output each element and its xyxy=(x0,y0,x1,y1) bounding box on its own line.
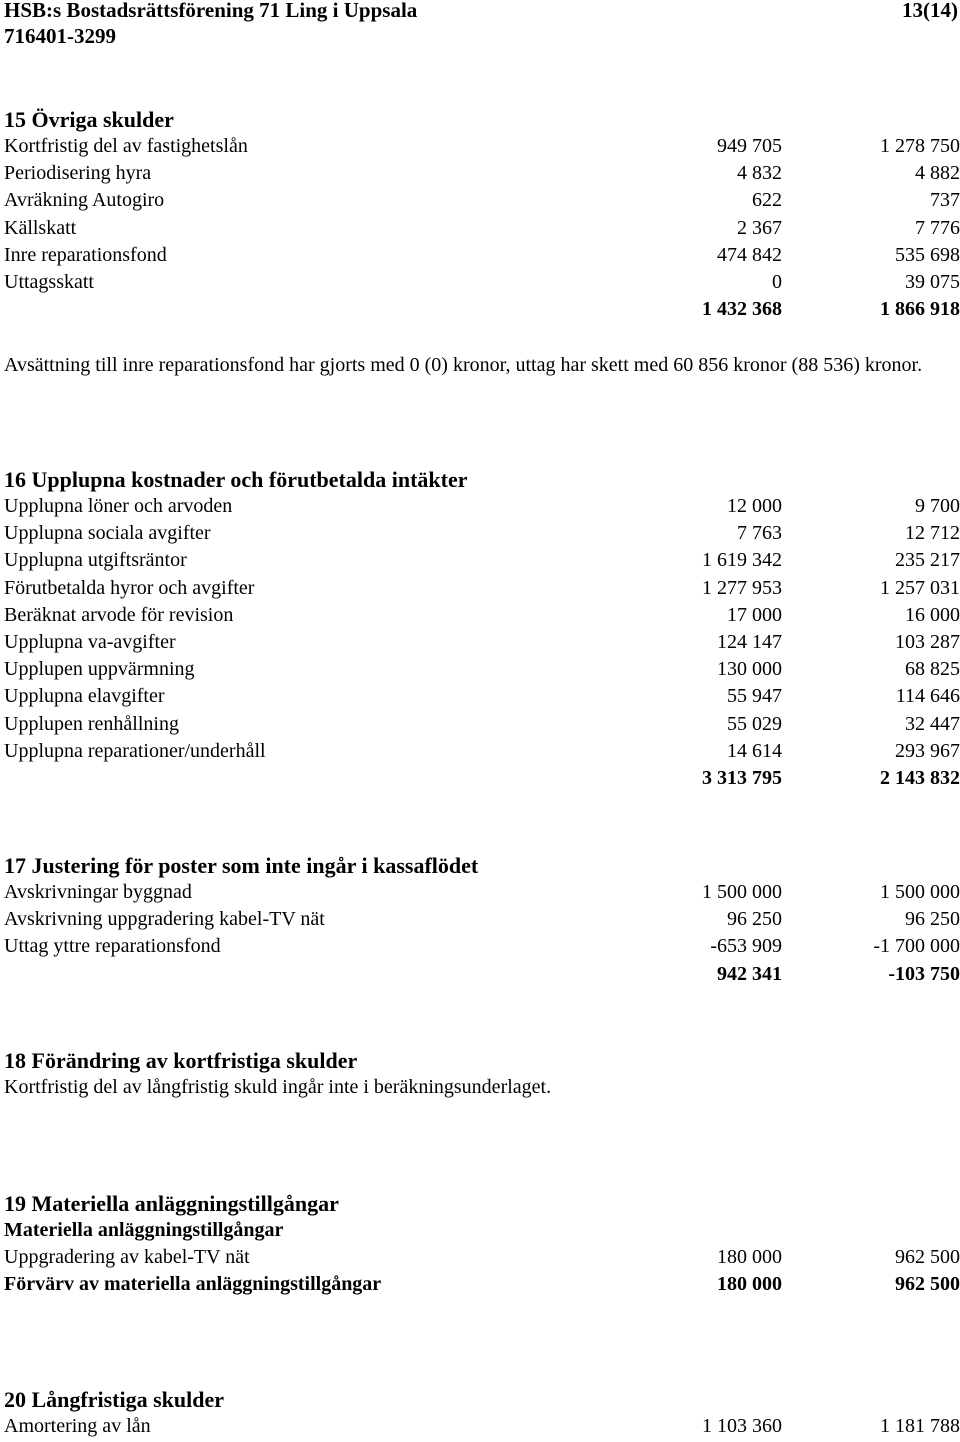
current-year-value: 124 147 xyxy=(717,630,782,653)
current-year-value: 12 000 xyxy=(727,495,782,517)
note-15-text: Avsättning till inre reparationsfond har gjorts med 0 (0) kronor, uttag har skett med 60 856 kronor (88 536) kronor. xyxy=(4,354,923,376)
table-row xyxy=(4,879,960,906)
total-row xyxy=(4,765,960,792)
previous-year-value: 32 447 xyxy=(905,712,960,735)
note-15-section xyxy=(4,106,960,323)
note-17-title: 17 Justering för poster som inte ingår i kassaflödet xyxy=(4,853,479,878)
row-label: Upplupna va-avgifter xyxy=(4,630,176,653)
current-year-value: 949 705 xyxy=(717,135,782,157)
current-year-total: 1 432 368 xyxy=(702,298,782,321)
row-label: Upplupna reparationer/underhåll xyxy=(4,739,266,762)
previous-year-value: 114 646 xyxy=(895,685,960,708)
previous-year-value: 7 776 xyxy=(915,216,960,239)
row-label: Källskatt xyxy=(4,216,77,239)
note-19-subtitle: Materiella anläggningstillgångar xyxy=(4,1219,284,1241)
table-row xyxy=(4,1244,960,1271)
previous-year-value: 235 217 xyxy=(895,549,960,572)
current-year-value: 1 277 953 xyxy=(702,576,782,599)
previous-year-total: 2 143 832 xyxy=(880,766,960,789)
current-year-value: 2 367 xyxy=(737,216,782,239)
row-label: Upplupna elavgifter xyxy=(4,685,165,708)
previous-year-value: 103 287 xyxy=(895,630,960,653)
row-label: Uttagsskatt xyxy=(4,270,94,293)
previous-year-value: 12 712 xyxy=(905,522,960,545)
row-label: Avräkning Autogiro xyxy=(4,189,165,212)
previous-year-value: 9 700 xyxy=(915,495,960,517)
row-label: Inre reparationsfond xyxy=(4,243,167,266)
current-year-value: 55 947 xyxy=(727,685,782,708)
current-year-value: 96 250 xyxy=(727,908,782,931)
table-row xyxy=(4,547,960,574)
organization-number: 716401-3299 xyxy=(4,24,116,48)
current-year-value: 130 000 xyxy=(717,658,782,681)
row-label: Upplupna löner och arvoden xyxy=(4,495,233,517)
note-15-title: 15 Övriga skulder xyxy=(4,107,174,132)
row-label: Upplupen uppvärmning xyxy=(4,658,195,681)
row-label: Avskrivning uppgradering kabel-TV nät xyxy=(4,908,325,931)
previous-year-value: 1 278 750 xyxy=(880,135,960,157)
current-year-total: 180 000 xyxy=(717,1273,782,1296)
previous-year-value: 1 257 031 xyxy=(880,576,960,599)
current-year-value: 180 000 xyxy=(717,1246,782,1268)
row-label: Upplupna utgiftsräntor xyxy=(4,549,187,572)
row-label: Amortering av lån xyxy=(4,1415,151,1437)
row-label: Upplupen renhållning xyxy=(4,712,179,735)
total-row xyxy=(4,296,960,323)
previous-year-value: -1 700 000 xyxy=(873,935,960,958)
page-number: 13(14) xyxy=(902,0,958,22)
previous-year-value: 16 000 xyxy=(905,603,960,626)
previous-year-total: 1 866 918 xyxy=(880,298,960,321)
total-row xyxy=(4,961,960,988)
current-year-value: 1 619 342 xyxy=(702,549,782,572)
note-17-section xyxy=(4,852,960,988)
current-year-value: 17 000 xyxy=(727,603,782,626)
table-row xyxy=(4,187,960,214)
table-row xyxy=(4,1413,960,1440)
table-row xyxy=(4,683,960,710)
note-20-title: 20 Långfristiga skulder xyxy=(4,1387,225,1412)
table-row xyxy=(4,520,960,547)
note-16-section xyxy=(4,466,960,792)
row-label: Förutbetalda hyror och avgifter xyxy=(4,576,255,599)
table-row xyxy=(4,906,960,933)
previous-year-value: 68 825 xyxy=(905,658,960,681)
previous-year-value: 96 250 xyxy=(905,908,960,931)
current-year-value: 622 xyxy=(752,189,782,212)
previous-year-value: 1 181 788 xyxy=(880,1415,960,1437)
current-year-value: 0 xyxy=(772,270,782,293)
note-18-section xyxy=(4,1047,960,1101)
table-row xyxy=(4,629,960,656)
previous-year-value: 293 967 xyxy=(895,739,960,762)
row-label: Upplupna sociala avgifter xyxy=(4,522,211,545)
table-row xyxy=(4,711,960,738)
organization-name: HSB:s Bostadsrättsförening 71 Ling i Uppsala xyxy=(4,0,418,22)
note-20-section xyxy=(4,1386,960,1440)
current-year-value: -653 909 xyxy=(710,935,782,958)
current-year-value: 55 029 xyxy=(727,712,782,735)
current-year-value: 4 832 xyxy=(737,162,782,185)
previous-year-value: 737 xyxy=(930,189,960,212)
row-label: Kortfristig del av fastighetslån xyxy=(4,135,248,157)
current-year-value: 1 103 360 xyxy=(702,1415,782,1437)
previous-year-value: 1 500 000 xyxy=(880,881,960,903)
table-row xyxy=(4,215,960,242)
table-row xyxy=(4,242,960,269)
previous-year-total: -103 750 xyxy=(888,962,960,985)
previous-year-value: 4 882 xyxy=(915,162,960,185)
row-label: Uppgradering av kabel-TV nät xyxy=(4,1246,250,1268)
current-year-value: 14 614 xyxy=(727,739,782,762)
note-19-title: 19 Materiella anläggningstillgångar xyxy=(4,1191,339,1216)
note-16-title: 16 Upplupna kostnader och förutbetalda intäkter xyxy=(4,467,468,492)
current-year-total: 3 313 795 xyxy=(702,766,782,789)
note-18-text: Kortfristig del av långfristig skuld ingår inte i beräkningsunderlaget. xyxy=(4,1076,552,1098)
current-year-value: 7 763 xyxy=(737,522,782,545)
table-row xyxy=(4,133,960,160)
row-label: Uttag yttre reparationsfond xyxy=(4,935,221,958)
table-row xyxy=(4,738,960,765)
previous-year-value: 962 500 xyxy=(895,1246,960,1268)
table-row xyxy=(4,493,960,520)
previous-year-value: 39 075 xyxy=(905,270,960,293)
table-row xyxy=(4,269,960,296)
note-19-section xyxy=(4,1190,960,1298)
previous-year-value: 535 698 xyxy=(895,243,960,266)
table-row xyxy=(4,933,960,960)
row-label: Avskrivningar byggnad xyxy=(4,881,192,903)
note-18-title: 18 Förändring av kortfristiga skulder xyxy=(4,1048,358,1073)
row-label: Periodisering hyra xyxy=(4,162,152,185)
table-row xyxy=(4,575,960,602)
row-label: Beräknat arvode för revision xyxy=(4,603,234,626)
current-year-total: 942 341 xyxy=(717,962,782,985)
total-label: Förvärv av materiella anläggningstillgångar xyxy=(4,1273,382,1296)
table-row xyxy=(4,160,960,187)
table-row xyxy=(4,656,960,683)
previous-year-total: 962 500 xyxy=(895,1273,960,1296)
table-row xyxy=(4,602,960,629)
current-year-value: 474 842 xyxy=(717,243,782,266)
total-row xyxy=(4,1271,960,1298)
current-year-value: 1 500 000 xyxy=(702,881,782,903)
